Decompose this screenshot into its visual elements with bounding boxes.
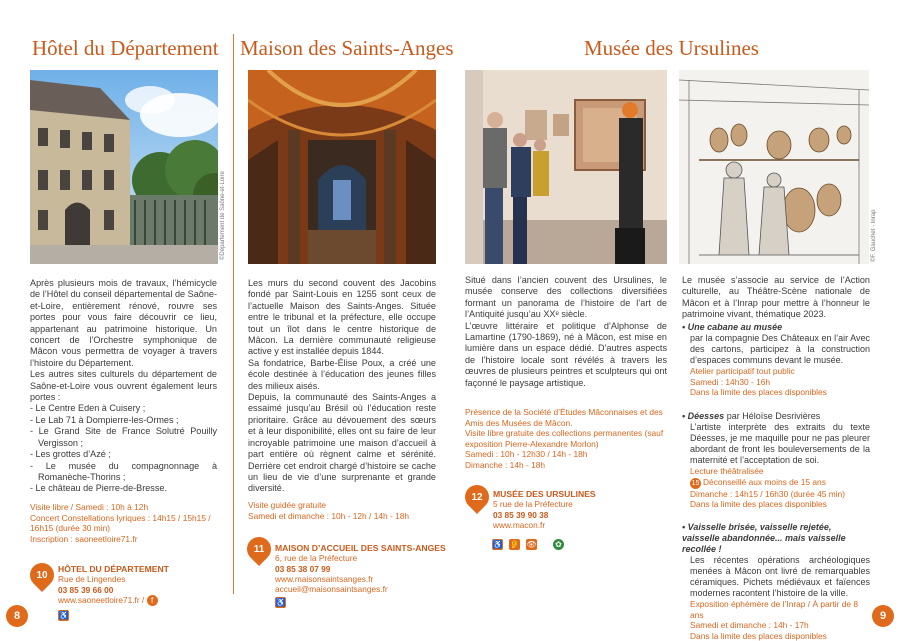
page-number-left: 8 [6,605,28,627]
col1-para1: Après plusieurs mois de travaux, l’hémicycle de l’Hôtel du conseil départemental de Saône-et-Loire, entièrement rénové, rouvre ses portes pour vous faire découvrir ce lieu, appartenant au patrimoine historique. Un concert de l’Orchestre symphonique de Mâcon vous permettra de voyager à travers l’histoire du Département. [30,278,217,368]
event-type: Atelier participatif tout public [690,366,795,376]
col1-site-list [30,403,217,494]
event-description: L’artiste interprète des extraits du texte Déesses, je me maquille pour ne pas pleurer abordant de front les bouleversements de la maternité et l’acceptation de soi. [690,422,870,465]
event-type: Exposition éphémère de l’Inrap / À partir de 8 ans [690,599,859,620]
event-title: • Vaisselle brisée, vaisselle rejetée, vaisselle abandonnée... mais vaisselle recollée ! [682,522,846,554]
info-visit: Visite libre gratuite des collections permanentes (sauf exposition Pierre-Alexandre Morlon) [465,428,664,449]
col1-body [30,278,217,495]
col3-body [465,275,667,389]
event-title: • Une cabane au musée [682,322,783,332]
col3-para2: L’œuvre littéraire et politique d’Alphonse de Lamartine (1790-1869), né à Mâcon, est mise en lumière dans un espace dédié. D’autres aspects de l’histoire locale sont révélés à travers les œuvres de plusieurs peintres et sculpteurs qui ont façonné le paysage artistique. [465,320,667,388]
event-hours: Samedi : 14h30 - 16h [690,376,771,387]
info-concert: Concert Constellations lyriques : 14h15 / 15h15 / 16h15 (durée 30 min) [30,512,211,534]
venue-number: 10 [36,569,48,581]
venue-address: 6, rue de la Préfecture [275,553,358,564]
venue-hotel [58,564,169,621]
list-item: - Le Lab 71 à Dompierre-les-Ormes ; [30,414,179,425]
info-sunday: Dimanche : 14h - 18h [465,459,546,470]
title-hotel-departement: Hôtel du Département [32,36,219,60]
info-societies: Présence de la Société d’Études Mâconnaises et des Amis des Musées de Mâcon. [465,407,663,428]
venue-address: Rue de Lingendes [58,574,126,585]
event-availability: Dans la limite des places disponibles [690,630,827,641]
info-visit: Visite guidée gratuite [248,500,327,510]
photo-credit-departement: ©Département de Saône-et-Loire [220,171,226,260]
event-description: Les récentes opérations archéologiques menées à Mâcon ont livré de remarquables céramiques. Pichets médiévaux et faïences modernes racontent l’histoire de la ville. [690,555,870,598]
visual-access-icon: 👁 [526,540,537,549]
event-type: Lecture théâtralisée [690,466,764,476]
location-pin-icon [460,480,494,514]
venue-address: 5 rue de la Préfecture [493,499,573,510]
illustration-inrap [679,70,869,264]
venue-email-link[interactable]: accueil@maisonsaintsanges.fr [275,584,388,595]
venue-number: 11 [253,543,265,555]
col3-para1: Situé dans l’ancien couvent des Ursulines, le musée conserve des collections diversifiées formant un panorama de l’histoire de l’art de l’Antiquité jusqu’au XXᵉ siècle. [465,275,667,320]
venue-saints-anges [275,543,446,608]
venue-name: HÔTEL DU DÉPARTEMENT [58,564,169,574]
age-limit-icon: 15 [691,479,700,487]
venue-phone: 03 85 39 66 00 [58,584,114,595]
event-availability: Dans la limite des places disponibles [690,499,827,510]
event-hours: Dimanche : 14h15 / 16h30 (durée 45 min) [690,488,846,499]
event-author: par Héloïse Desrivières [724,411,821,421]
venue-website-link[interactable]: www.macon.fr [493,519,546,530]
event-deesses [682,411,870,510]
venue-website-link[interactable]: www.maisonsaintsanges.fr [275,573,374,584]
col2-para3: Depuis, la communauté des Saints-Anges a essaimé jusqu’au Brésil où l’éducation reste prioritaire. Grâce au dévouement des sœurs et à leur disponibilité, elles ont su faire de leur incroyable patrimoine une maison d’accueil à part entière où règnent calme et sérénité. Derrière cet endroit chargé d’histoire se cache un lieu de vie d’une surprenante et grande diversité. [248,392,436,494]
accessibility-icons [492,539,567,550]
col2-para1: Les murs du second couvent des Jacobins fondé par Saint-Louis en 1255 sont ceux de l’actuelle Maison des Saints-Anges. Située entre le tribunal et la préfecture, elle occupe tout un îlot dans le centre historique de Mâcon. La dernière communauté religieuse active y est installée depuis 1844. [248,278,436,357]
col2-para2: Sa fondatrice, Barbe-Élise Poux, a créé une école destinée à l’éducation des jeunes filles des milieux aisés. [248,357,436,391]
venue-website-link[interactable]: www.saoneetloire71.fr / [58,594,145,605]
wheelchair-access-icon: ♿ [492,540,503,549]
event-vaisselle [682,522,870,641]
venue-phone: 03 85 39 90 38 [493,509,549,520]
venue-name: MUSÉE DES URSULINES [493,489,596,499]
location-pin-icon [242,532,276,566]
info-registration: Inscription : saoneetloire71.fr [30,533,138,544]
venue-name: MAISON D’ACCUEIL DES SAINTS-ANGES [275,543,446,553]
event-cabane [682,322,870,398]
list-item: - Le musée du compagnonnage à Romanèche-Thorins ; [30,460,217,482]
venue-number: 12 [471,491,483,503]
list-item: - Le Centre Eden à Cuisery ; [30,403,146,414]
wheelchair-access-icon: ♿ [275,598,286,608]
event-age-note: Déconseillé aux moins de 15 ans [703,476,826,487]
photo-hotel-departement [30,70,218,264]
title-musee-ursulines: Musée des Ursulines [584,36,759,60]
col3-info [465,407,667,471]
page-number-right: 9 [872,605,894,627]
hearing-access-icon: 👂 [509,540,520,549]
col1-para2: Les autres sites culturels du département de Saône-et-Loire vous ouvrent également leurs portes : [30,369,217,403]
venue-ursulines [493,489,596,530]
col4-intro: Le musée s’associe au service de l’Action culturelle, au Théâtre-Scène nationale de Mâcon et à l’Inrap pour mettre à l’honneur le patrimoine vivant, thématique 2023. [682,275,870,320]
col4-body [682,275,870,321]
event-title: • Déesses [682,411,725,421]
photo-credit-inrap: ©F. Gauchet - Inrap [871,209,877,262]
info-hours: Visite libre / Samedi : 10h à 12h [30,502,149,512]
info-saturday: Samedi : 10h - 12h30 / 14h - 18h [465,449,588,460]
info-hours: Samedi et dimanche : 10h - 12h / 14h - 18h [248,510,410,521]
col2-body [248,278,436,495]
event-hours: Samedi et dimanche : 14h - 17h [690,620,809,631]
column-divider [233,34,234,594]
title-maison-saints-anges: Maison des Saints-Anges [240,36,454,60]
location-pin-icon [25,558,59,592]
facebook-icon[interactable]: f [147,595,158,606]
photo-maison-saints-anges [248,70,436,264]
list-item: - Les grottes d’Azé ; [30,449,111,460]
col1-info [30,502,217,544]
venue-phone: 03 85 38 07 99 [275,563,331,574]
col2-info [248,500,436,521]
event-description: par la compagnie Des Châteaux en l’air Avec des cartons, participez à la construction d’espaces communs devant le musée. [690,333,870,365]
label-icon: ✿ [553,539,564,550]
event-availability: Dans la limite des places disponibles [690,387,827,398]
list-item: - Le Grand Site de France Solutré Pouilly Vergisson ; [30,426,217,448]
photo-musee-ursulines [465,70,667,264]
wheelchair-access-icon: ♿ [58,610,69,620]
list-item: - Le château de Pierre-de-Bresse. [30,483,167,494]
